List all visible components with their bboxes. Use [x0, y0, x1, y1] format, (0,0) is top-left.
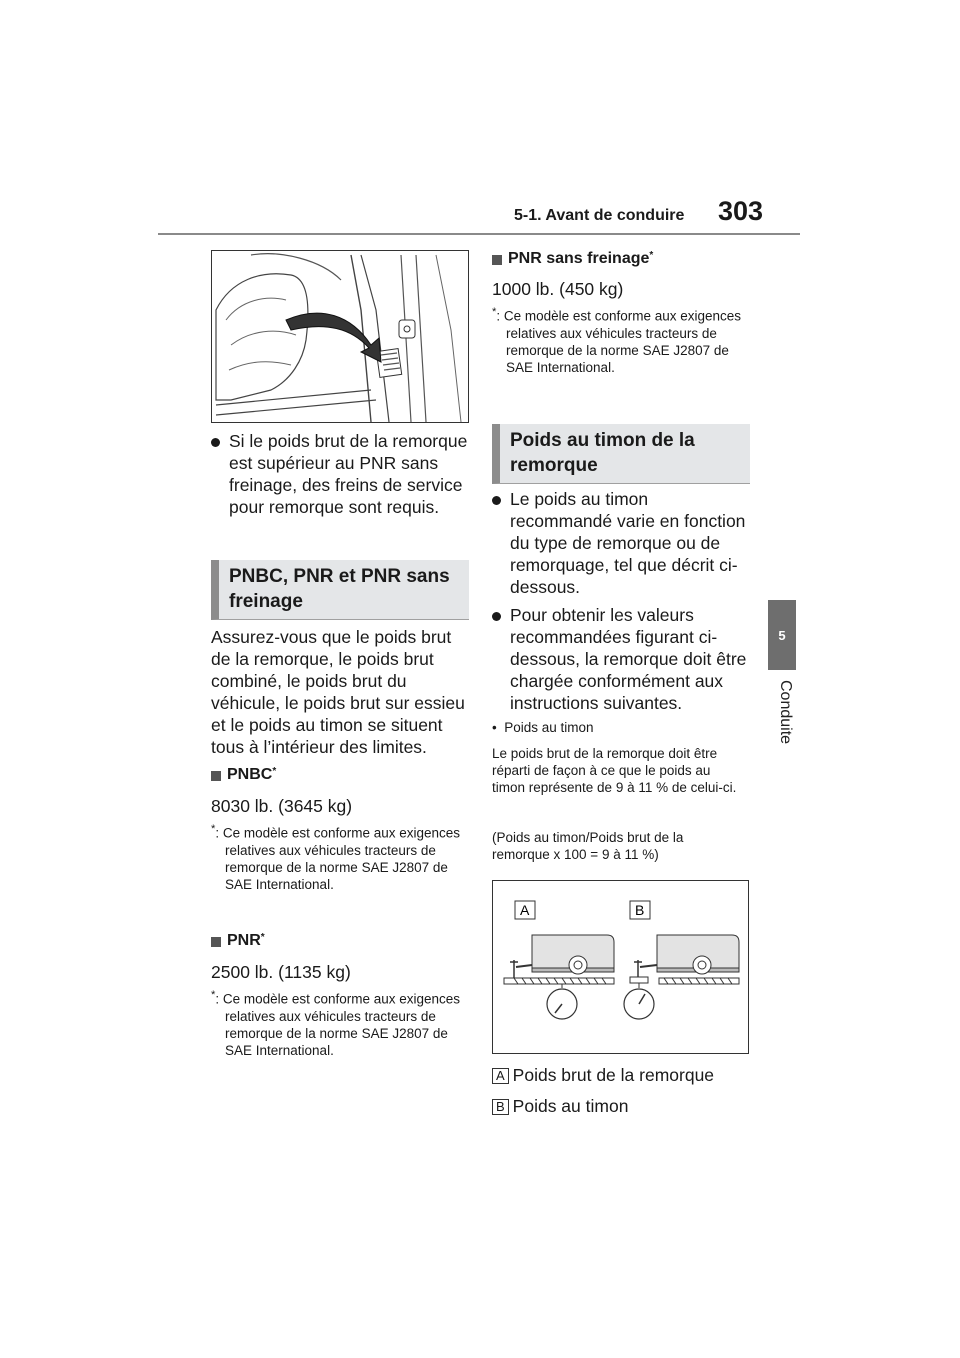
- section-title-pnbc: PNBC, PNR et PNR sans freinage: [211, 560, 469, 620]
- bullet-icon: [492, 496, 501, 505]
- bullet-icon: [211, 438, 220, 447]
- trailer-scales-drawing: [492, 880, 749, 1054]
- bullet-brakes-text: Si le poids brut de la remorque est supérieur au PNR sans freinage, des freins de service pour remorque sont requis.: [229, 431, 468, 517]
- legend-b: [492, 1095, 752, 1117]
- header-divider: [158, 233, 800, 235]
- page-number: 303: [718, 196, 764, 226]
- bullet-recommended-text: Le poids au timon recommandé varie en fonction du type de remorque ou de remorquage, tel que décrit ci-dessous.: [510, 489, 746, 597]
- legend-b-box: B: [492, 1099, 509, 1115]
- pnr-sf-title: PNR sans freinage: [508, 250, 650, 267]
- subhead-pnbc: [211, 766, 276, 784]
- chapter-label: Conduite: [777, 680, 794, 745]
- pnbc-note: [211, 821, 469, 893]
- small-bullet-text: Poids au timon: [504, 720, 594, 735]
- square-bullet-icon: [211, 771, 221, 781]
- pnbc-title: PNBC: [227, 766, 273, 783]
- subhead-pnr-sans-freinage: [492, 250, 653, 268]
- label-b: B: [635, 902, 645, 918]
- label-a: A: [520, 902, 530, 918]
- note-asterisk: *: [211, 989, 216, 1001]
- note-asterisk: *: [492, 306, 497, 318]
- asterisk: *: [260, 932, 265, 943]
- note-asterisk: *: [211, 823, 216, 835]
- pnbc-value: 8030 lb. (3645 kg): [211, 796, 353, 816]
- pnr-sf-value: 1000 lb. (450 kg): [492, 279, 624, 299]
- pnbc-note-text: : Ce modèle est conforme aux exigences relatives aux véhicules tracteurs de remorque de la norme SAE J2807 de SAE International.: [215, 825, 461, 892]
- legend-a-text: Poids brut de la remorque: [512, 1065, 715, 1085]
- right-bullets: [492, 488, 754, 714]
- small-bullet: [492, 719, 750, 736]
- bullet-recommended: [492, 488, 754, 598]
- pnr-sf-note: [492, 304, 750, 376]
- door-sill-illustration: [211, 250, 469, 423]
- para-formula: (Poids au timon/Poids brut de la remorque x 100 = 9 à 11 %): [492, 830, 684, 862]
- bullet-icon: [492, 612, 501, 621]
- legend-a-box: A: [492, 1068, 509, 1084]
- pnr-title: PNR: [227, 932, 261, 949]
- bullet-values: [492, 604, 754, 714]
- bullet-values-text: Pour obtenir les valeurs recommandées figurant ci-dessous, la remorque doit être chargée conformément aux instructions suivantes.: [510, 605, 747, 713]
- bullet-brakes: [211, 430, 471, 518]
- square-bullet-icon: [492, 255, 502, 265]
- square-bullet-icon: [211, 937, 221, 947]
- door-sill-drawing: [211, 250, 469, 423]
- legend-a: [492, 1064, 752, 1086]
- para-distribution: Le poids brut de la remorque doit être réparti de façon à ce que le poids au timon représente de 9 à 11 % de celui-ci.: [492, 746, 737, 795]
- asterisk: *: [649, 250, 654, 261]
- subhead-pnr: [211, 932, 265, 950]
- left-intro: [211, 626, 471, 758]
- pnr-sf-note-text: : Ce modèle est conforme aux exigences relatives aux véhicules tracteurs de remorque de la norme SAE J2807 de SAE International.: [496, 308, 742, 375]
- asterisk: *: [272, 766, 277, 777]
- section-title-timon: Poids au timon de la remorque: [492, 424, 750, 484]
- legend-b-text: Poids au timon: [512, 1096, 629, 1116]
- pnr-value: 2500 lb. (1135 kg): [211, 962, 351, 982]
- small-bullet-icon: •: [492, 720, 505, 735]
- pnr-note: [211, 987, 469, 1059]
- tongue-weight-diagram: [492, 880, 749, 1054]
- intro-text: Assurez-vous que le poids brut de la remorque, le poids brut combiné, le poids brut du véhicule, le poids brut sur essieu et le poids au timon se situent tous à l’intérieur des limites.: [211, 627, 465, 757]
- section-header: 5-1. Avant de conduire: [514, 207, 685, 224]
- chapter-tab: 5: [768, 600, 796, 670]
- left-column: [211, 430, 471, 518]
- pnr-note-text: : Ce modèle est conforme aux exigences relatives aux véhicules tracteurs de remorque de la norme SAE J2807 de SAE International.: [215, 991, 461, 1058]
